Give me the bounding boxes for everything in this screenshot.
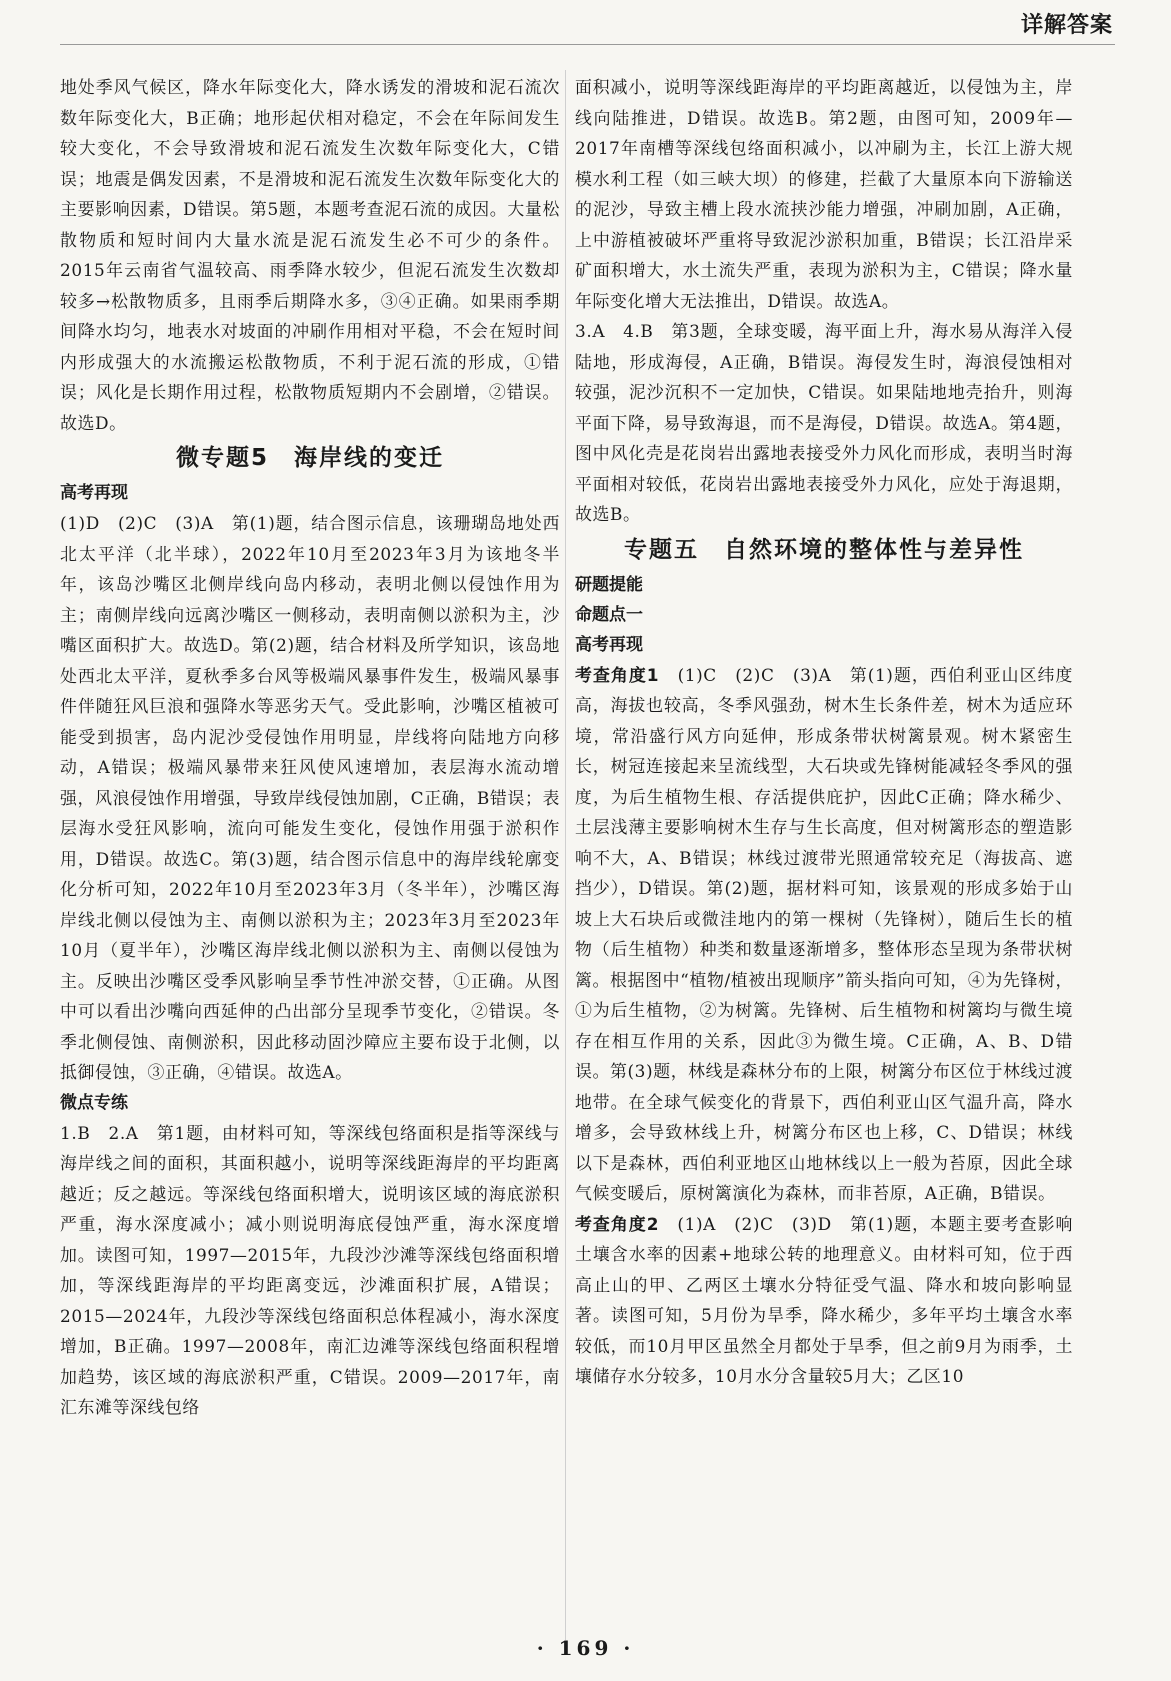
angle-label: 考查角度2 xyxy=(575,1213,660,1234)
paragraph-text: (1)A (2)C (3)D 第(1)题，本题主要考查影响土壤含水率的因素+地球公转的地理意义。由材料可知，位于西高止山的甲、乙两区土壤水分特征受气温、降水和坡向影响显著。读图可知，5月份为旱季，降水稀少，多年平均土壤含水率较低，而10月甲区虽然全月都处于旱季，但之前9月为雨季，土壤储存水分较多，10月水分含量较5月大；乙区10 xyxy=(575,1213,1073,1386)
subheading: 微点专练 xyxy=(60,1092,128,1113)
paragraph: 1.B 2.A 第1题，由材料可知，等深线包络面积是指等深线与海岸线之间的面积，其面积越小，说明等深线距海岸的平均距离越近；反之越远。等深线包络面积增大，说明该区域的海底淤积严重，海水深度减小；减小则说明海底侵蚀严重，海水深度增加。读图可知，1997—2015年，九段沙沙滩等深线包络面积增加，等深线距海岸的平均距离变远，沙滩面积扩展，A错误；2015—2024年，九段沙等深线包络面积总体程减小，海水深度增加，B正确。1997—2008年，南汇边滩等深线包络面积程增加趋势，该区域的海底淤积严重，C错误。2009—2017年，南汇东滩等深线包络 xyxy=(60,1122,560,1417)
left-column xyxy=(60,72,560,1423)
paragraph: 3.A 4.B 第3题，全球变暖，海平面上升，海水易从海洋入侵陆地，形成海侵，A正确，B错误。海侵发生时，海浪侵蚀相对较强，泥沙沉积不一定加快，C错误。如果陆地地壳抬升，则海平面下降，易导致海退，而不是海侵，D错误。故选A。第4题，图中风化壳是花岗岩出露地表接受外力风化而形成，表明当时海平面相对较低，花岗岩出露地表接受外力风化，应处于海退期，故选B。 xyxy=(575,321,1073,524)
angle-label: 考查角度1 xyxy=(575,664,660,685)
subheading: 命题点一 xyxy=(575,604,643,625)
subheading: 高考再现 xyxy=(60,483,128,503)
paragraph xyxy=(575,660,1073,1209)
page-number: · 169 · xyxy=(536,1636,635,1660)
section-title: 微专题5 海岸线的变迁 xyxy=(175,445,444,471)
paragraph: 面积减小，说明等深线距海岸的平均距离越近，以侵蚀为主，岸线向陆推进，D错误。故选B。第2题，由图可知，2009年—2017年南槽等深线包络面积减小，以冲刷为主，长江上游大规模水利工程（如三峡大坝）的修建，拦截了大量原本向下游输送的泥沙，导致主槽上段水流挟沙能力增强，冲刷加剧，A正确，上中游植被破坏严重将导致泥沙淤积加重，B错误；长江沿岸采矿面积增大，水土流失严重，表现为淤积为主，C错误；降水量年际变化增大无法推出，D错误。故选A。 xyxy=(575,77,1073,311)
paragraph: (1)D (2)C (3)A 第(1)题，结合图示信息，该珊瑚岛地处西北太平洋（北半球），2022年10月至2023年3月为该地冬半年，该岛沙嘴区北侧岸线向岛内移动，表明北侧以侵蚀作用为主；南侧岸线向远离沙嘴区一侧移动，表明南侧以淤积为主，沙嘴区面积扩大。故选D。第(2)题，结合材料及所学知识，该岛地处西北太平洋，夏秋季多台风等极端风暴事件发生，极端风暴事件伴随狂风巨浪和强降水等恶劣天气。受此影响，沙嘴区植被可能受到损害，岛内泥沙受侵蚀作用明显，岸线将向陆地方向移动，A错误；极端风暴带来狂风使风速增加，表层海水流动增强，风浪侵蚀作用增强，导致岸线侵蚀加剧，C正确，B错误；表层海水受狂风影响，流向可能发生变化，侵蚀作用强于淤积作用，D错误。故选C。第(3)题，结合图示信息中的海岸线轮廓变化分析可知，2022年10月至2023年3月（冬半年），沙嘴区海岸线北侧以侵蚀为主、南侧以淤积为主；2023年3月至2023年10月（夏半年），沙嘴区海岸线北侧以淤积为主、南侧以侵蚀为主。反映出沙嘴区受季风影响呈季节性冲淤交替，①正确。从图中可以看出沙嘴向西延伸的凸出部分呈现季节变化，②错误。冬季北侧侵蚀、南侧淤积，因此移动固沙障应主要布设于北侧，以抵御侵蚀，③正确，④错误。故选A。 xyxy=(60,513,560,1082)
paragraph xyxy=(575,1209,1073,1392)
header-rule xyxy=(60,44,1115,45)
paragraph-text: (1)C (2)C (3)A 第(1)题，西伯利亚山区纬度高，海拔也较高，冬季风强劲，树木生长条件差，树木为适应环境，常沿盛行风方向延伸，形成条带状树篱景观。树木紧密生长，树冠连接起来呈流线型，大石块或先锋树能减轻冬季风的强度，为后生植物生根、存活提供庇护，因此C正确；降水稀少、土层浅薄主要影响树木生存与生长高度，但对树篱形态的塑造影响不大，A、B错误；林线过渡带光照通常较充足（海拔高、遮挡少），D错误。第(2)题，据材料可知，该景观的形成多始于山坡上大石块后或微洼地内的第一棵树（先锋树），随后生长的植物（后生植物）种类和数量逐渐增多，整体形态呈现为条带状树篱。根据图中“植物/植被出现顺序”箭头指向可知，④为先锋树，①为后生植物，②为树篱。先锋树、后生植物和树篱均与微生境存在相互作用的关系，因此③为微生境。C正确，A、B、D错误。第(3)题，林线是森林分布的上限，树篱分布区位于林线过渡地带。在全球气候变化的背景下，西伯利亚山区气温升高，降水增多，会导致林线上升，树篱分布区也上移，C、D错误；林线以下是森林，西伯利亚地区山地林线以上一般为苔原，因此全球气候变暖后，原树篱演化为森林，而非苔原，A正确，B错误。 xyxy=(575,664,1073,1203)
right-column xyxy=(575,72,1073,1392)
running-header: 详解答案 xyxy=(1020,13,1113,38)
section-title: 专题五 自然环境的整体性与差异性 xyxy=(624,536,1024,563)
paragraph: 地处季风气候区，降水年际变化大，降水诱发的滑坡和泥石流次数年际变化大，B正确；地形起伏相对稳定，不会在年际间发生较大变化，不会导致滑坡和泥石流发生次数年际变化大，C错误；地震是偶发因素，不是滑坡和泥石流发生次数年际变化大的主要影响因素，D错误。第5题，本题考查泥石流的成因。大量松散物质和短时间内大量水流是泥石流发生必不可少的条件。2015年云南省气温较高、雨季降水较少，但泥石流发生次数却较多→松散物质多，且雨季后期降水多，③④正确。如果雨季期间降水均匀，地表水对坡面的冲刷作用相对平稳，不会在短时间内形成强大的水流搬运松散物质，不利于泥石流的形成，①错误；风化是长期作用过程，松散物质短期内不会剧增，②错误。故选D。 xyxy=(60,77,560,433)
subheading: 研题提能 xyxy=(575,574,643,595)
column-divider xyxy=(565,70,566,1640)
subheading: 高考再现 xyxy=(575,634,643,655)
